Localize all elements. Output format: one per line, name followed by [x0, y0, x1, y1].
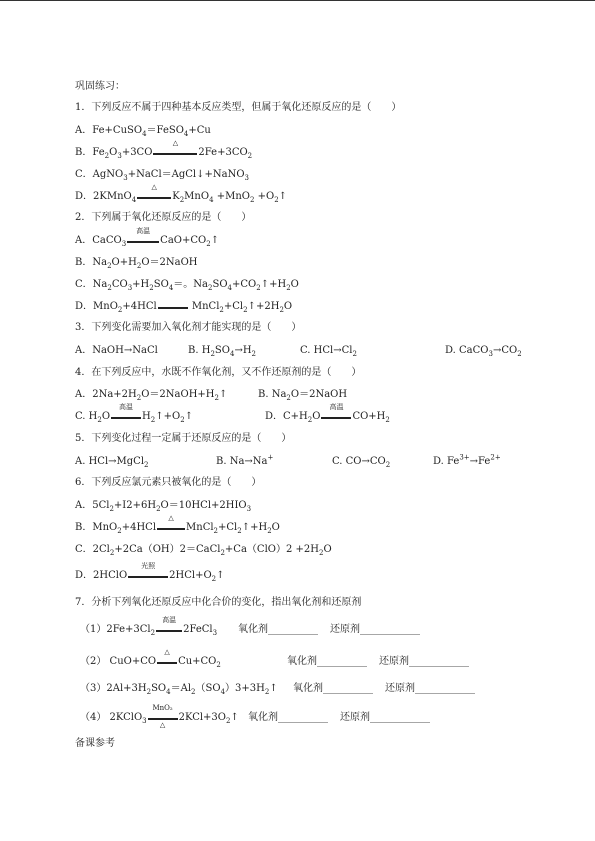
- q5-option-c: C. $CO\to CO_2$: [332, 456, 391, 469]
- heat-condition: △: [157, 656, 177, 664]
- q7-item-1-answers: 氧化剂__________ 还原剂____________: [238, 624, 420, 635]
- q2-option-c: C．$Na_2CO_3+H_2SO_4=$。$Na_2SO_4+CO_2↑+H_2O$: [75, 279, 299, 292]
- heat-condition: △: [157, 522, 185, 530]
- q7-item-2-answers: 氧化剂__________ 还原剂____________: [287, 656, 469, 667]
- reductant-blank[interactable]: ____________: [370, 712, 430, 723]
- catalyst-heat-condition: MnO₂ △: [148, 712, 178, 720]
- oxidant-blank[interactable]: __________: [268, 624, 318, 635]
- q3-option-d: D. $CaCO_3\to CO_2$: [445, 345, 522, 358]
- reductant-blank[interactable]: ____________: [360, 624, 420, 635]
- q1-option-b: B．$Fe_2O_3+3CO$ △ $2Fe+3CO_2$: [75, 139, 253, 160]
- q4-option-d: D．$C+H_2O$ 高温 $CO+H_2$: [265, 403, 390, 424]
- q2-option-b: B．$Na_2O+H_2O=2NaOH$: [75, 257, 198, 270]
- q2-stem: 2．下列属于氧化还原反应的是（ ）: [75, 212, 252, 223]
- top-rule: [0, 0, 595, 1]
- light-condition: 光照: [128, 570, 168, 578]
- q6-option-b: B．MnO$_2$+4HCl △ $MnCl_2+Cl_2↑+H_2O$: [75, 514, 280, 535]
- q7-item-4: （4） 2KClO$_3$ MnO₂ △ $2KCl+3O_2↑$: [80, 704, 239, 729]
- high-temp-condition: 高温: [321, 411, 351, 419]
- ignition-condition: 高温: [156, 624, 182, 632]
- q7-item-3-answers: 氧化剂__________ 还原剂____________: [293, 683, 475, 694]
- high-temp-condition: 高温: [127, 235, 159, 243]
- q5-option-b: B. Na→Na+: [216, 453, 274, 467]
- heat-condition: △: [137, 191, 171, 199]
- q1-option-d: D．2KMnO$_4$ △ $K_2MnO_4 +MnO_2$ $+O_2↑$: [75, 183, 288, 204]
- q6-option-d: D．2HClO 光照 $2HCl+O_2↑$: [75, 562, 225, 583]
- q7-item-4-answers: 氧化剂__________ 还原剂____________: [248, 712, 430, 723]
- q4-stem: 4．在下列反应中，水既不作氧化剂，又不作还原剂的是（ ）: [75, 367, 362, 378]
- q3-option-c: C. $HCl\to Cl_2$: [300, 345, 357, 358]
- q7-item-2: （2） CuO+CO △ $Cu+CO_2$: [80, 648, 221, 669]
- heading: 巩固练习：: [75, 81, 125, 92]
- oxidant-blank[interactable]: __________: [278, 712, 328, 723]
- heat-condition: △: [153, 147, 197, 155]
- q3-option-b: B. $H_2SO_4\to H_2$: [188, 345, 257, 358]
- q4-option-c: C. $H_2O$ 高温 $H_2↑+O_2↑$: [75, 403, 194, 424]
- q3-stem: 3．下列变化需要加入氧化剂才能实现的是（ ）: [75, 322, 302, 333]
- q5-stem: 5．下列变化过程一定属于还原反应的是（ ）: [75, 433, 292, 444]
- q1-stem: 1．下列反应不属于四种基本反应类型，但属于氧化还原反应的是（ ）: [75, 102, 402, 113]
- footer-note: 备课参考: [75, 738, 115, 749]
- q2-option-d: D．MnO$_2$+4HCl $MnCl_2+Cl_2↑+2H_2O$: [75, 301, 293, 314]
- q1-option-a: A．Fe+CuSO$_4$＝FeSO$_4$+Cu: [75, 125, 211, 138]
- q1-option-c: C．AgNO$_3$+NaCl＝AgCl↓+NaNO$_3$: [75, 169, 250, 182]
- q3-option-a: A．NaOH→NaCl: [75, 345, 158, 356]
- equals-sign: [158, 301, 188, 309]
- oxidant-blank[interactable]: __________: [323, 683, 373, 694]
- electrolysis-condition: 高温: [111, 411, 141, 419]
- q5-option-a: A. HCl→MgCl$_2$: [75, 456, 149, 469]
- q6-stem: 6．下列反应氯元素只被氧化的是（ ）: [75, 477, 262, 488]
- q7-item-3: $(3)2Al+3H_2SO_4=Al_2(SO_4)3+3H_2↑$: [80, 683, 278, 696]
- reductant-blank[interactable]: ____________: [415, 683, 475, 694]
- reductant-blank[interactable]: ____________: [409, 656, 469, 667]
- q5-option-d: D. $Fe^{3+}\to Fe^{2+}$: [433, 453, 501, 467]
- q6-option-c: C．$2Cl_2+2Ca(OH)2=CaCl_2+Ca(ClO)2 +2H_2O$: [75, 544, 332, 557]
- oxidant-blank[interactable]: __________: [317, 656, 367, 667]
- q4-option-b: B. $Na_2O=2NaOH$: [258, 389, 348, 402]
- q2-option-a: A．CaCO$_3$ 高温 $CaO+CO_2↑$: [75, 227, 220, 248]
- q4-option-a: A．$2Na+2H_2O=2NaOH+H_2↑$: [75, 389, 228, 402]
- q7-item-1: $(1)2Fe+3Cl_2$ 高温 2FeCl$_3$: [80, 616, 218, 637]
- q6-option-a: A．$5Cl_2+I2+6H_2O=10HCl+2HIO_3$: [75, 500, 252, 513]
- q7-stem: 7．分析下列氧化还原反应中化合价的变化，指出氧化剂和还原剂: [75, 597, 362, 608]
